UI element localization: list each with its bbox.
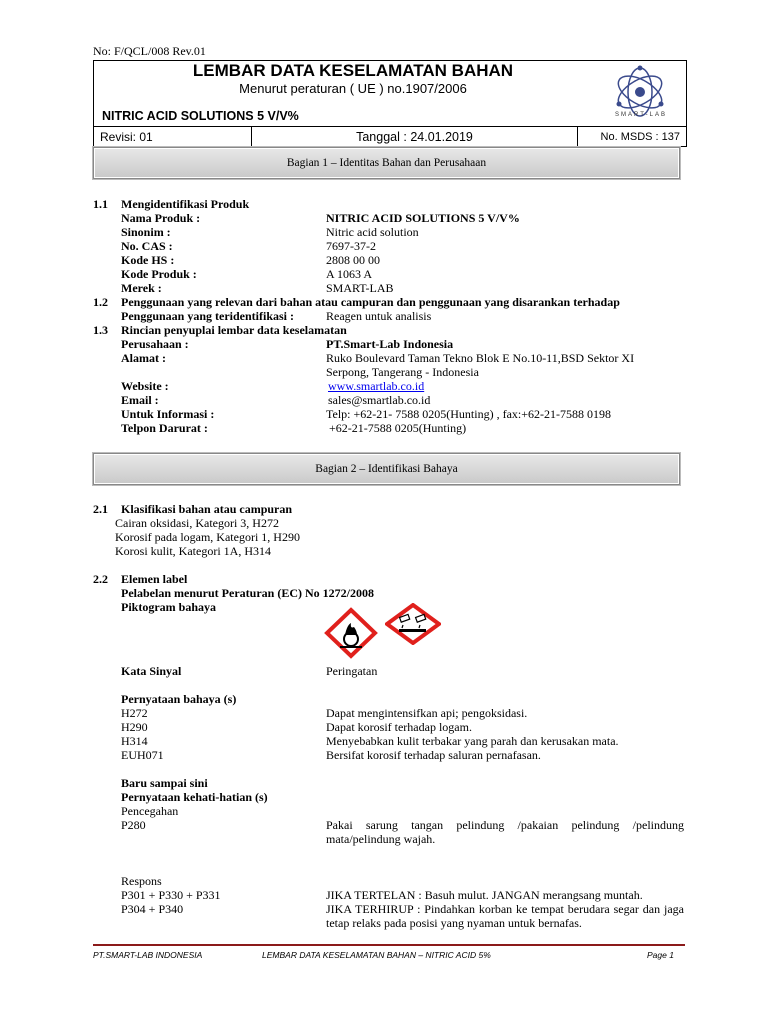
use-label: Penggunaan yang teridentifikasi :	[121, 309, 295, 323]
oxidizer-pictogram-icon	[323, 607, 379, 659]
footer-title: LEMBAR DATA KESELAMATAN BAHAN – NITRIC ACID 5%	[262, 950, 491, 960]
product-title: NITRIC ACID SOLUTIONS 5 V/V%	[102, 109, 299, 123]
hazard-code: H272	[121, 706, 148, 720]
footer-company: PT.SMART-LAB INDONESIA	[93, 950, 203, 960]
p280-text: Pakai sarung tangan pelindung /pakaian pelindung /pelindung mata/pelindung wajah.	[326, 818, 684, 846]
s11-number: 1.1	[93, 197, 108, 211]
product-field-value: SMART-LAB	[326, 281, 394, 295]
s13-number: 1.3	[93, 323, 108, 337]
document-subtitle: Menurut peraturan ( UE ) no.1907/2006	[239, 81, 467, 96]
p304-code: P304 + P340	[121, 902, 184, 916]
p301-text: JIKA TERTELAN : Basuh mulut. JANGAN merangsang muntah.	[326, 888, 643, 902]
emergency-value: +62-21-7588 0205(Hunting)	[326, 421, 467, 435]
p301-code: P301 + P330 + P331	[121, 888, 221, 902]
info-label: Untuk Informasi :	[121, 407, 215, 421]
document-title: LEMBAR DATA KESELAMATAN BAHAN	[192, 61, 514, 80]
signal-label: Kata Sinyal	[121, 664, 182, 678]
website-link[interactable]: www.smartlab.co.id	[328, 379, 425, 393]
response-label: Respons	[121, 874, 162, 888]
hazard-text: Bersifat korosif terhadap saluran pernafasan.	[326, 748, 541, 762]
footer-divider	[93, 944, 685, 946]
revision-row	[93, 126, 687, 147]
p280-code: P280	[121, 818, 146, 832]
product-field-value: NITRIC ACID SOLUTIONS 5 V/V%	[326, 211, 520, 225]
address-line1: Ruko Boulevard Taman Tekno Blok E No.10-11,BSD Sektor XI	[326, 351, 635, 365]
corrosive-pictogram-icon	[385, 603, 441, 645]
s12-number: 1.2	[93, 295, 108, 309]
info-value: Telp: +62-21- 7588 0205(Hunting) , fax:+62-21-7588 0198	[326, 407, 611, 421]
product-field-value: 2808 00 00	[326, 253, 380, 267]
product-field-value: Nitric acid solution	[326, 225, 419, 239]
product-field-label: Kode HS :	[121, 253, 175, 267]
signal-value: Peringatan	[326, 664, 378, 678]
address-label: Alamat :	[121, 351, 166, 365]
date-cell: Tanggal : 24.01.2019	[252, 127, 578, 146]
product-field-label: No. CAS :	[121, 239, 173, 253]
new-title: Baru sampai sini	[121, 776, 208, 790]
use-value: Reagen untuk analisis	[326, 309, 432, 323]
hazard-text: Dapat mengintensifkan api; pengoksidasi.	[326, 706, 528, 720]
document-number: No: F/QCL/008 Rev.01	[93, 44, 206, 58]
classification-item: Korosif pada logam, Kategori 1, H290	[115, 530, 300, 544]
logo-text: SMART-LAB	[615, 112, 667, 118]
precaution-title: Pernyataan kehati-hatian (s)	[121, 790, 268, 804]
email-value: sales@smartlab.co.id	[328, 393, 431, 407]
hazard-title: Pernyataan bahaya (s)	[121, 692, 237, 706]
msds-cell: No. MSDS : 137	[600, 130, 680, 143]
s11-heading: Mengidentifikasi Produk	[121, 197, 250, 211]
s12-heading: Penggunaan yang relevan dari bahan atau campuran dan penggunaan yang disarankan terhadap	[121, 295, 620, 309]
hazard-code: EUH071	[121, 748, 164, 762]
hazard-code: H314	[121, 734, 148, 748]
pictogram-title: Piktogram bahaya	[121, 600, 217, 614]
product-field-label: Kode Produk :	[121, 267, 197, 281]
product-field-value: 7697-37-2	[326, 239, 376, 253]
s22-heading: Elemen label	[121, 572, 188, 586]
s22-number: 2.2	[93, 572, 108, 586]
footer-page: Page 1	[647, 950, 674, 960]
label-regulation: Pelabelan menurut Peraturan (EC) No 1272/2008	[121, 586, 374, 600]
emergency-label: Telpon Darurat :	[121, 421, 208, 435]
s21-number: 2.1	[93, 502, 108, 516]
email-label: Email :	[121, 393, 159, 407]
company-label: Perusahaan :	[121, 337, 189, 351]
section1-bar: Bagian 1 – Identitas Bahan dan Perusahaan	[93, 147, 680, 179]
website-label: Website :	[121, 379, 169, 393]
hazard-text: Menyebabkan kulit terbakar yang parah dan kerusakan mata.	[326, 734, 619, 748]
address-line2: Serpong, Tangerang - Indonesia	[326, 365, 479, 379]
revision-cell: Revisi: 01	[94, 127, 252, 146]
s21-heading: Klasifikasi bahan atau campuran	[121, 502, 293, 516]
p304-text: JIKA TERHIRUP : Pindahkan korban ke tempat berudara segar dan jaga tetap relaks pada posisi yang nyaman untuk bernafas.	[326, 902, 684, 930]
hazard-code: H290	[121, 720, 148, 734]
section2-bar: Bagian 2 – Identifikasi Bahaya	[93, 453, 680, 485]
product-field-value: A 1063 A	[326, 267, 373, 281]
classification-item: Cairan oksidasi, Kategori 3, H272	[115, 516, 279, 530]
product-field-label: Nama Produk :	[121, 211, 201, 225]
prevention-label: Pencegahan	[121, 804, 179, 818]
s13-heading: Rincian penyuplai lembar data keselamatan	[121, 323, 347, 337]
company-value: PT.Smart-Lab Indonesia	[326, 337, 454, 351]
classification-item: Korosi kulit, Kategori 1A, H314	[115, 544, 271, 558]
hazard-text: Dapat korosif terhadap logam.	[326, 720, 472, 734]
product-field-label: Sinonim :	[121, 225, 171, 239]
product-field-label: Merek :	[121, 281, 162, 295]
